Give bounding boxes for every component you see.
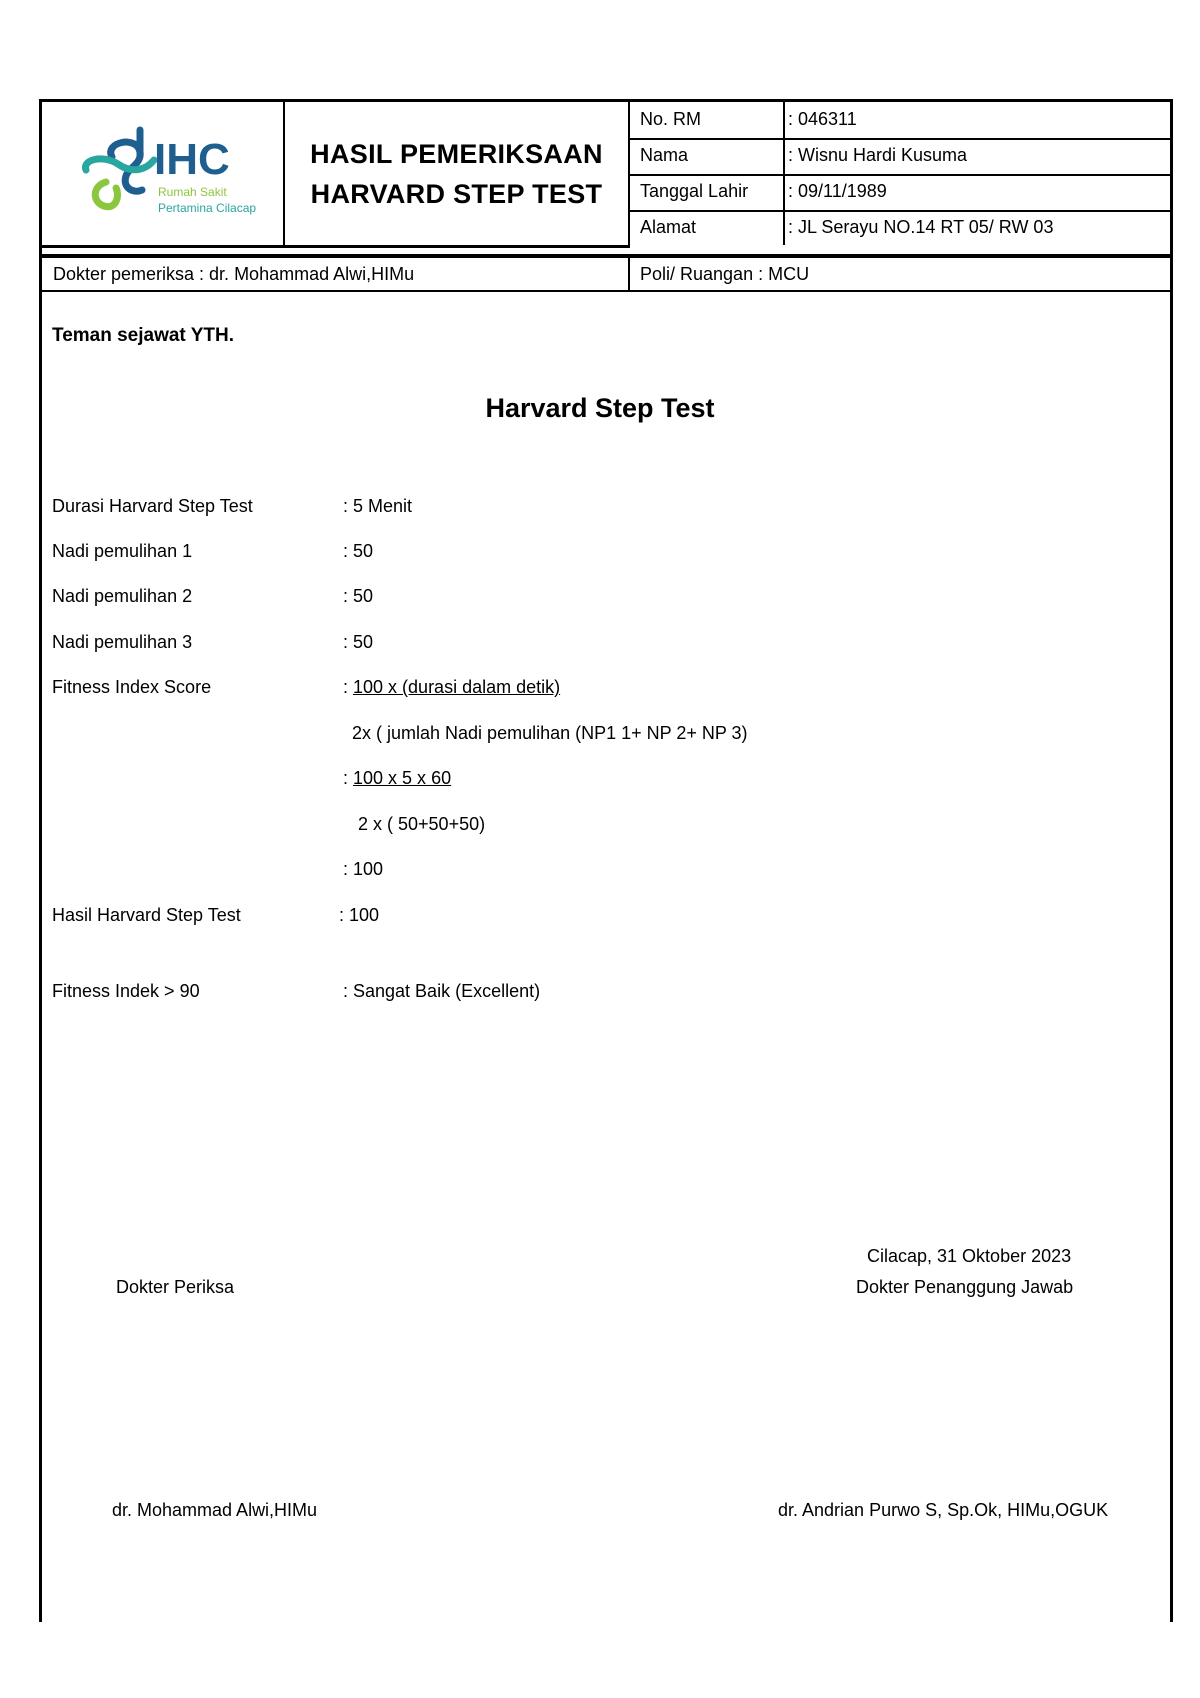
np1-value: : 50 xyxy=(343,541,374,561)
right-signer-name: dr. Andrian Purwo S, Sp.Ok, HIMu,OGUK xyxy=(778,1500,1109,1520)
fi-calc-colon: : xyxy=(343,768,354,788)
doctor-subheader xyxy=(39,254,1173,292)
logo-sub2: Pertamina Cilacap xyxy=(158,201,257,215)
fi-formula-numerator: 100 x (durasi dalam detik) xyxy=(353,677,561,697)
info-label: No. RM xyxy=(640,109,702,129)
hasil-label: Hasil Harvard Step Test xyxy=(52,905,241,925)
fi-calc-denominator: 2 x ( 50+50+50) xyxy=(358,814,486,834)
poli-room: Poli/ Ruangan : MCU xyxy=(640,264,810,284)
info-label: Alamat xyxy=(640,217,697,237)
report-title-line2: HARVARD STEP TEST xyxy=(310,178,603,209)
right-signer-title: Dokter Penanggung Jawab xyxy=(856,1277,1074,1297)
info-label: Tanggal Lahir xyxy=(640,181,749,201)
report-title-line1: HASIL PEMERIKSAAN xyxy=(310,138,603,169)
indek-label: Fitness Indek > 90 xyxy=(52,981,200,1001)
fi-calc-numerator: 100 x 5 x 60 xyxy=(353,768,452,788)
logo-sub1: Rumah Sakit xyxy=(158,185,227,199)
info-value: : 09/11/1989 xyxy=(788,181,887,201)
fi-result: : 100 xyxy=(343,859,384,879)
durasi-label: Durasi Harvard Step Test xyxy=(52,496,253,516)
hospital-logo xyxy=(42,102,283,245)
report-title-cell xyxy=(285,102,630,248)
left-signer-title: Dokter Periksa xyxy=(116,1277,235,1297)
np1-label: Nadi pemulihan 1 xyxy=(52,541,193,561)
test-title: Harvard Step Test xyxy=(485,393,715,423)
info-row-alamat xyxy=(630,210,1170,245)
fi-calc xyxy=(343,768,451,789)
patient-info-table xyxy=(630,102,1170,245)
np3-label: Nadi pemulihan 3 xyxy=(52,632,193,652)
fi-formula-denominator: 2x ( jumlah Nadi pemulihan (NP1 1+ NP 2+ NP 3) xyxy=(352,723,748,743)
logo-mark-icon xyxy=(85,130,154,207)
info-value: : 046311 xyxy=(788,109,857,129)
info-row-nama xyxy=(630,138,1170,176)
hasil-value: : 100 xyxy=(339,905,380,925)
fitness-index-label: Fitness Index Score xyxy=(52,677,212,697)
info-row-rm xyxy=(630,102,1170,140)
info-value: : Wisnu Hardi Kusuma xyxy=(788,145,968,165)
durasi-value: : 5 Menit xyxy=(343,496,413,516)
logo-cell xyxy=(42,102,285,248)
fi-colon: : xyxy=(343,677,354,697)
indek-value: : Sangat Baik (Excellent) xyxy=(343,981,541,1001)
greeting: Teman sejawat YTH. xyxy=(52,325,234,346)
np2-value: : 50 xyxy=(343,586,374,606)
info-value: : JL Serayu NO.14 RT 05/ RW 03 xyxy=(788,217,1054,237)
report-header xyxy=(39,99,1173,249)
np2-label: Nadi pemulihan 2 xyxy=(52,586,193,606)
np3-value: : 50 xyxy=(343,632,374,652)
info-row-tanggal-lahir xyxy=(630,174,1170,212)
doctor-examiner: Dokter pemeriksa : dr. Mohammad Alwi,HIMu xyxy=(53,264,415,284)
fitness-index-formula xyxy=(343,677,560,698)
left-signer-name: dr. Mohammad Alwi,HIMu xyxy=(112,1500,318,1520)
place-date: Cilacap, 31 Oktober 2023 xyxy=(867,1246,1072,1266)
logo-text: IHC xyxy=(154,135,230,184)
info-label: Nama xyxy=(640,145,689,165)
